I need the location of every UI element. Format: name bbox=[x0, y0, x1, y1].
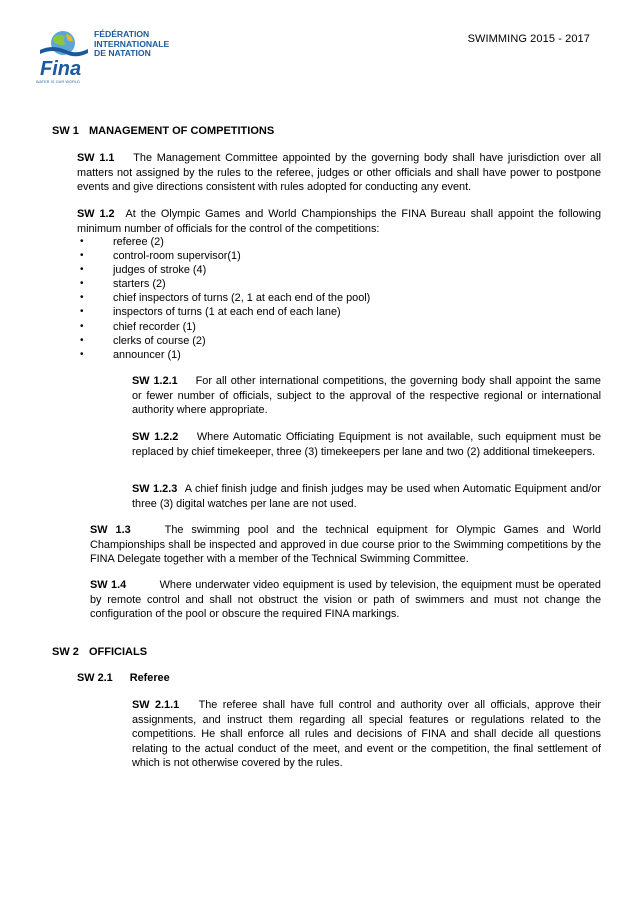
rule-text: The referee shall have full control and authority over all officials, approve their assignments, and instruct them regarding all special features or regulations related to the competitions. He shall enforce all rules and decisions of FINA and shall decide all questions relating to the actual conduct of the meet, and event or the competition, the final settlement of which is not otherwise covered by the rules. bbox=[132, 699, 601, 769]
rule-text: A chief finish judge and finish judges may be used when Automatic Equipment and/or three (3) digital watches per lane are not used. bbox=[132, 483, 601, 510]
rule-code: SW 2.1.1 bbox=[132, 699, 180, 711]
list-item: • inspectors of turns (1 at each end of each lane) bbox=[80, 306, 341, 319]
rule-text: The swimming pool and the technical equipment for Olympic Games and World Championships shall be inspected and approved in due course prior to the Swimming competitions by the FINA Delegate together with a member of the Technical Swimming Committee. bbox=[90, 524, 601, 565]
rule-code: SW 1.3 bbox=[90, 524, 131, 536]
logo-line-1: FÉDÉRATION bbox=[94, 29, 150, 39]
logo-tagline: WATER IS OUR WORLD bbox=[36, 80, 80, 84]
list-item: • chief inspectors of turns (2, 1 at each end of the pool) bbox=[80, 292, 371, 305]
list-item: • judges of stroke (4) bbox=[80, 264, 207, 277]
fina-logo bbox=[36, 30, 216, 88]
list-item: • announcer (1) bbox=[80, 348, 181, 361]
list-item: • control-room supervisor(1) bbox=[80, 250, 241, 263]
rule-code: SW 1.2.1 bbox=[132, 375, 178, 387]
list-item: • chief recorder (1) bbox=[80, 320, 196, 333]
section-title: OFFICIALS bbox=[89, 646, 148, 658]
rule-code: SW 1.2.2 bbox=[132, 431, 179, 443]
rule-text: Where Automatic Officiating Equipment is not available, such equipment must be replaced by chief timekeeper, three (3) timekeepers per lane and two (2) additional timekeepers. bbox=[132, 431, 602, 458]
rule-text: For all other international competitions, the governing body shall appoint the same or fewer number of officials, subject to the approval of the respective regional or international authority where appropriate. bbox=[132, 375, 601, 416]
rule-sw1-4 bbox=[90, 578, 601, 622]
list-item: • clerks of course (2) bbox=[80, 334, 206, 347]
section-heading-sw2 bbox=[52, 645, 147, 660]
list-item: • starters (2) bbox=[80, 278, 166, 291]
running-header: SWIMMING 2015 - 2017 bbox=[467, 33, 590, 45]
rule-sw2-1-1 bbox=[132, 698, 601, 771]
subsection-title: Referee bbox=[129, 672, 170, 684]
rule-text: The Management Committee appointed by the governing body shall have jurisdiction over all matters not assigned by the rules to the referee, judges or other officials and shall have power to postpone events and give directions consistent with rules adopted for conducting any event. bbox=[77, 152, 601, 193]
rule-text: At the Olympic Games and World Championships the FINA Bureau shall appoint the following minimum number of officials for the control of the competitions: bbox=[77, 208, 602, 235]
rule-sw1-3 bbox=[90, 523, 601, 567]
logo-line-2: INTERNATIONALE bbox=[94, 38, 170, 49]
rule-sw1-1 bbox=[77, 151, 601, 195]
section-title: MANAGEMENT OF COMPETITIONS bbox=[89, 125, 275, 137]
logo-organization-name bbox=[94, 30, 169, 59]
subsection-code: SW 2.1 bbox=[77, 672, 113, 684]
section-number: SW 2 bbox=[52, 646, 79, 658]
rule-code: SW 1.4 bbox=[90, 579, 127, 591]
svg-text:Fina: Fina bbox=[40, 58, 82, 80]
list-item: • referee (2) bbox=[80, 236, 164, 248]
section-heading-sw1 bbox=[52, 124, 274, 139]
rule-sw1-2 bbox=[77, 207, 601, 236]
globe-swimmer-icon bbox=[36, 30, 94, 80]
officials-list bbox=[77, 235, 601, 362]
rule-code: SW 1.2 bbox=[77, 208, 115, 220]
rule-text: Where underwater video equipment is used by television, the equipment must be operated by remote control and shall not obstruct the vision or path of swimmers and must not change the configuration of the pool or obscure the required FINA markings. bbox=[90, 579, 601, 620]
logo-line-3: DE NATATION bbox=[94, 48, 151, 58]
rule-sw1-2-1 bbox=[132, 374, 601, 418]
section-number: SW 1 bbox=[52, 125, 79, 137]
rule-sw1-2-2 bbox=[132, 430, 601, 459]
rule-code: SW 1.1 bbox=[77, 152, 115, 164]
rule-sw1-2-3 bbox=[132, 482, 601, 511]
rule-code: SW 1.2.3 bbox=[132, 483, 178, 495]
subsection-heading-sw2-1 bbox=[77, 671, 170, 686]
